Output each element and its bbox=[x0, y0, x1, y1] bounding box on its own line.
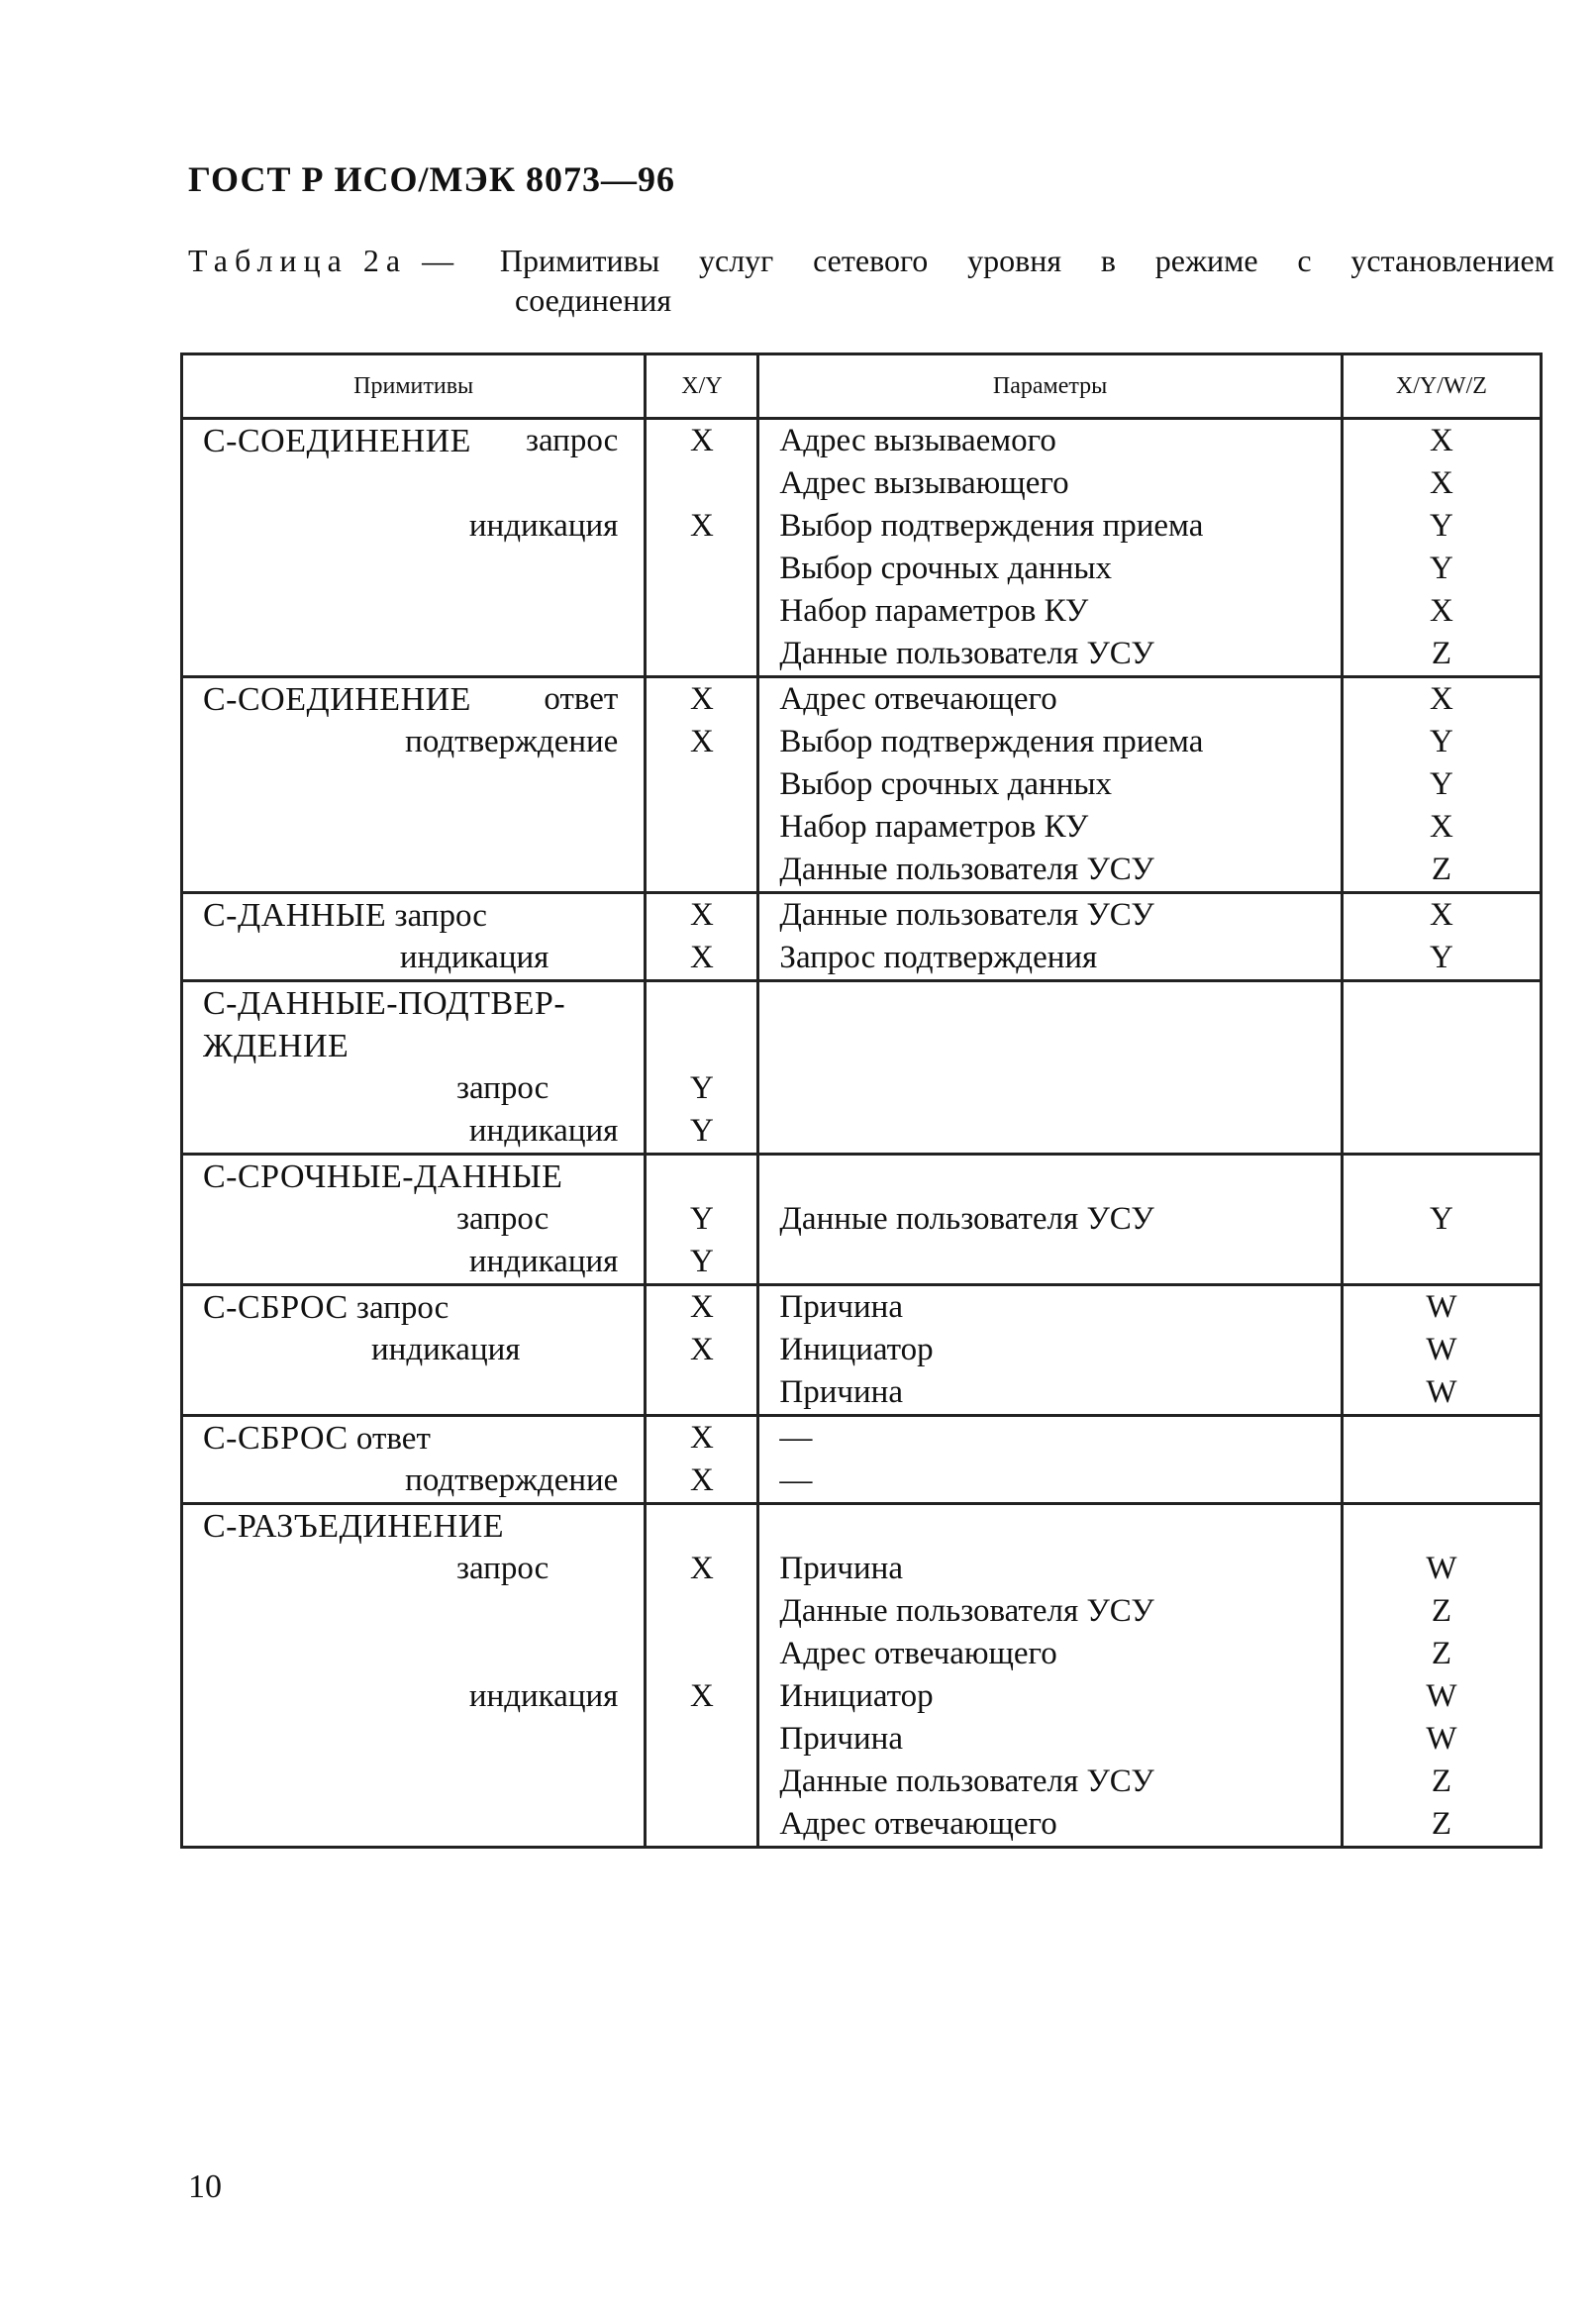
table-row bbox=[182, 1285, 1542, 1416]
primitive-cell bbox=[182, 1155, 646, 1285]
primitive-name: С-СБРОС bbox=[203, 1289, 349, 1326]
table-row bbox=[182, 677, 1542, 893]
params-cell bbox=[758, 981, 1342, 1155]
primitives-table bbox=[180, 353, 1543, 1849]
codes-cell: W Z Z W W Z Z bbox=[1342, 1504, 1541, 1848]
caption-word: уровня bbox=[967, 243, 1062, 278]
primitive-type: индикация bbox=[468, 508, 619, 544]
caption-word: режиме bbox=[1154, 243, 1258, 278]
primitive-name: С-ДАННЫЕ-ПОДТВЕР- bbox=[203, 985, 566, 1022]
primitive-name: С-ДАННЫЕ bbox=[203, 897, 387, 934]
primitive-cell bbox=[182, 1285, 646, 1416]
primitive-type: подтверждение bbox=[405, 1462, 619, 1498]
document-header: ГОСТ Р ИСО/МЭК 8073—96 bbox=[188, 159, 675, 199]
primitive-type: индикация bbox=[371, 1332, 521, 1367]
table-row bbox=[182, 1155, 1542, 1285]
header-xy: X/Y bbox=[646, 354, 758, 419]
table-row bbox=[182, 1416, 1542, 1504]
primitive-name: ЖДЕНИЕ bbox=[203, 1028, 349, 1064]
primitive-name: С-СОЕДИНЕНИЕ bbox=[203, 681, 471, 718]
params-cell: Адрес отвечающего Выбор подтверждения приема Выбор срочных данных Набор параметров КУ Данные пользователя УСУ bbox=[758, 677, 1342, 893]
xy-cell: X X bbox=[646, 677, 758, 893]
page-number: 10 bbox=[188, 2168, 222, 2205]
xy-cell: Y Y bbox=[646, 1155, 758, 1285]
params-cell: Данные пользователя УСУ Запрос подтверждения bbox=[758, 893, 1342, 981]
primitive-type: ответ bbox=[544, 681, 619, 717]
primitive-type: запрос bbox=[525, 423, 619, 458]
primitive-type: запрос bbox=[455, 1551, 549, 1586]
primitive-name: С-СБРОС bbox=[203, 1420, 349, 1457]
codes-cell: X Y bbox=[1342, 893, 1541, 981]
table-row bbox=[182, 1504, 1542, 1848]
params-cell: Причина Данные пользователя УСУ Адрес отвечающего Инициатор Причина Данные пользователя УСУ Адрес отвечающего bbox=[758, 1504, 1342, 1848]
primitive-type: запрос bbox=[455, 1070, 549, 1106]
primitive-type: индикация bbox=[399, 940, 549, 975]
primitive-type: индикация bbox=[468, 1244, 619, 1279]
primitive-cell bbox=[182, 1504, 646, 1848]
caption-first-line bbox=[188, 241, 1554, 280]
params-cell: — — bbox=[758, 1416, 1342, 1504]
xy-cell: Y Y bbox=[646, 981, 758, 1155]
table-row bbox=[182, 419, 1542, 677]
primitive-type: запрос bbox=[394, 898, 487, 934]
params-cell: Данные пользователя УСУ bbox=[758, 1155, 1342, 1285]
primitive-type: подтверждение bbox=[405, 724, 619, 759]
table-caption bbox=[188, 241, 1554, 320]
caption-word: в bbox=[1100, 243, 1116, 278]
caption-continuation: соединения bbox=[515, 282, 672, 318]
caption-word: Примитивы bbox=[499, 243, 660, 278]
caption-word: услуг bbox=[698, 243, 774, 278]
caption-word: с bbox=[1297, 243, 1312, 278]
params-cell: Адрес вызываемого Адрес вызывающего Выбор подтверждения приема Выбор срочных данных Набор параметров КУ Данные пользователя УСУ bbox=[758, 419, 1342, 677]
table-row bbox=[182, 981, 1542, 1155]
xy-cell: X X bbox=[646, 419, 758, 677]
codes-cell bbox=[1342, 1416, 1541, 1504]
caption-label: Таблица 2а — bbox=[188, 243, 461, 278]
primitive-type: ответ bbox=[355, 1421, 431, 1457]
table-row bbox=[182, 893, 1542, 981]
table-header-row bbox=[182, 354, 1542, 419]
codes-cell: X X Y Y X Z bbox=[1342, 419, 1541, 677]
primitive-name: С-СОЕДИНЕНИЕ bbox=[203, 423, 471, 459]
caption-word: сетевого bbox=[813, 243, 929, 278]
primitive-type: запрос bbox=[455, 1201, 549, 1237]
xy-cell: X X bbox=[646, 1416, 758, 1504]
header-primitives: Примитивы bbox=[182, 354, 646, 419]
primitive-cell bbox=[182, 1416, 646, 1504]
primitive-type: индикация bbox=[468, 1678, 619, 1714]
primitive-name: С-СРОЧНЫЕ-ДАННЫЕ bbox=[203, 1158, 563, 1195]
header-xywz: X/Y/W/Z bbox=[1342, 354, 1541, 419]
xy-cell: X X bbox=[646, 893, 758, 981]
primitive-name: С-РАЗЪЕДИНЕНИЕ bbox=[203, 1508, 505, 1545]
caption-word: установлением bbox=[1350, 243, 1554, 278]
xy-cell: X X bbox=[646, 1504, 758, 1848]
codes-cell: Y bbox=[1342, 1155, 1541, 1285]
primitive-cell bbox=[182, 677, 646, 893]
params-cell: Причина Инициатор Причина bbox=[758, 1285, 1342, 1416]
primitive-cell bbox=[182, 893, 646, 981]
codes-cell: W W W bbox=[1342, 1285, 1541, 1416]
header-parameters: Параметры bbox=[758, 354, 1342, 419]
codes-cell bbox=[1342, 981, 1541, 1155]
primitive-type: запрос bbox=[355, 1290, 449, 1326]
primitive-cell bbox=[182, 981, 646, 1155]
xy-cell: X X bbox=[646, 1285, 758, 1416]
codes-cell: X Y Y X Z bbox=[1342, 677, 1541, 893]
primitive-cell bbox=[182, 419, 646, 677]
primitive-type: индикация bbox=[468, 1113, 619, 1149]
